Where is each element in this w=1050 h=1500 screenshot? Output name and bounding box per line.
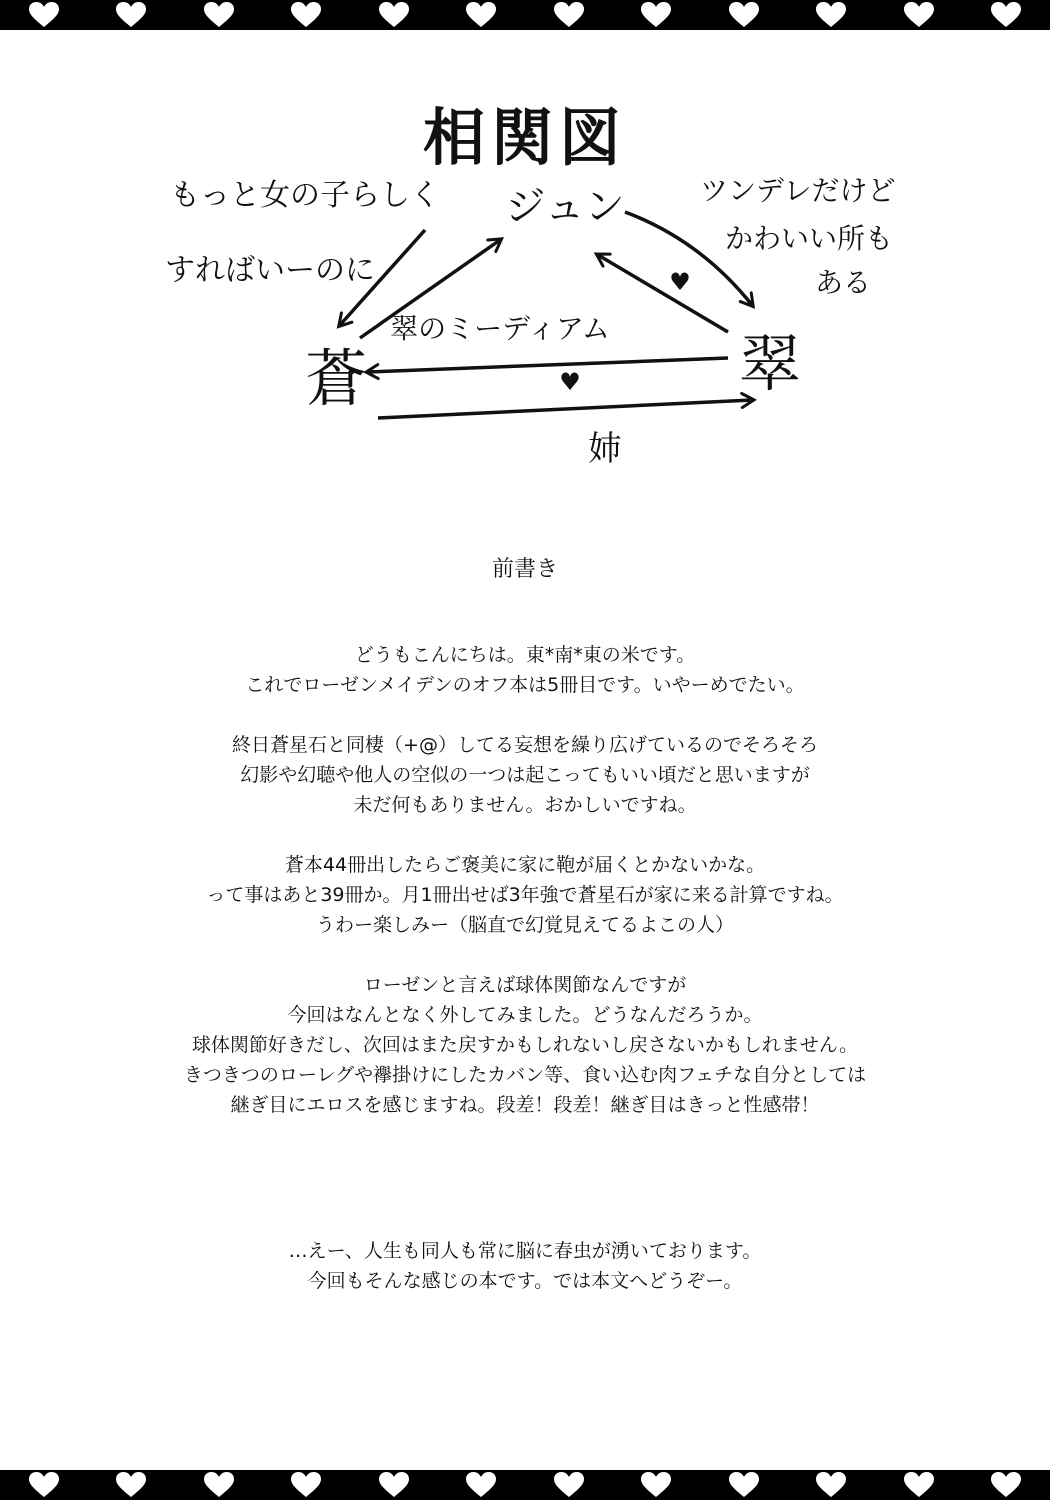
node-jun: ジュン — [505, 184, 625, 230]
section-title: 前書き — [491, 557, 558, 582]
heart-icon — [904, 2, 934, 28]
heart-icon — [204, 1472, 234, 1498]
heart-icon — [641, 2, 671, 28]
heart-icon — [816, 1472, 846, 1498]
text-line: 今回はなんとなく外してみました。どうなんだろうか。 — [287, 1004, 763, 1026]
heart-icon — [116, 2, 146, 28]
text-line: 継ぎ目にエロスを感じますね。段差！段差！継ぎ目はきっと性感帯！ — [230, 1094, 820, 1116]
text-line: うわー楽しみー（脳直で幻覚見えてるよこの人） — [315, 914, 734, 936]
heart-icon — [554, 2, 584, 28]
label-bottom-sister: 姉 — [588, 429, 622, 469]
heart-icon — [466, 1472, 496, 1498]
heart-icon — [729, 1472, 759, 1498]
heart-icon — [379, 1472, 409, 1498]
text-line: きつきつのローレグや襷掛けにしたカバン等、食い込む肉フェチな自分としては — [183, 1064, 867, 1086]
page-title: 相関図 — [422, 101, 627, 174]
heart-icon — [291, 1472, 321, 1498]
heart-icon — [729, 2, 759, 28]
heart-icon: ♥ — [559, 368, 581, 396]
text-line: 終日蒼星石と同棲（+@）してる妄想を繰り広げているのでそろそろ — [232, 734, 818, 756]
label-left-bottom: すればいーのに — [165, 253, 375, 288]
preface-body — [60, 640, 990, 1150]
label-right-mid: かわいい所も — [725, 222, 894, 255]
bottom-heart-border — [0, 1470, 1050, 1500]
heart-icon — [29, 2, 59, 28]
heart-icon — [29, 1472, 59, 1498]
heart-icon — [291, 2, 321, 28]
heart-icon — [116, 1472, 146, 1498]
heart-icon — [379, 2, 409, 28]
heart-icon — [204, 2, 234, 28]
closing-text — [60, 1236, 990, 1296]
text-line: 未だ何もありません。おかしいですね。 — [353, 794, 697, 816]
paragraph — [60, 730, 990, 820]
paragraph — [60, 970, 990, 1120]
text-line: どうもこんにちは。東*南*東の米です。 — [354, 644, 696, 666]
text-line: 今回もそんな感じの本です。では本文へどうぞー。 — [307, 1270, 743, 1292]
label-left-top: もっと女の子らしく — [170, 178, 440, 213]
arrow-sui-to-sou — [368, 358, 728, 372]
heart-icon — [904, 1472, 934, 1498]
heart-icon — [991, 1472, 1021, 1498]
heart-icon — [641, 1472, 671, 1498]
heart-icon — [816, 2, 846, 28]
top-heart-border — [0, 0, 1050, 30]
heart-icon: ♥ — [669, 268, 691, 296]
heart-icon — [991, 2, 1021, 28]
label-right-top: ツンデレだけど — [700, 174, 896, 207]
relationship-diagram — [0, 160, 1050, 490]
text-line: これでローゼンメイデンのオフ本は5冊目です。いやーめでたい。 — [245, 674, 805, 696]
text-line: 球体関節好きだし、次回はまた戻すかもしれないし戻さないかもしれません。 — [191, 1034, 859, 1056]
text-line: 蒼本44冊出したらご褒美に家に鞄が届くとかないかな。 — [284, 854, 766, 876]
text-line: …えー、人生も同人も常に脳に春虫が湧いております。 — [288, 1240, 762, 1262]
text-line: 幻影や幻聴や他人の空似の一つは起こってもいい頃だと思いますが — [240, 764, 810, 786]
arrow-sui-to-jun — [598, 255, 728, 332]
label-right-bottom: ある — [815, 266, 872, 299]
paragraph — [60, 850, 990, 940]
text-line: って事はあと39冊か。月1冊出せば3年強で蒼星石が家に来る計算ですね。 — [206, 884, 844, 906]
text-line: ローゼンと言えば球体関節なんですが — [363, 974, 687, 996]
label-center: 翠のミーディアム — [390, 312, 610, 345]
node-sou: 蒼 — [304, 342, 368, 415]
heart-icon — [554, 1472, 584, 1498]
arrow-sou-to-sui — [378, 400, 752, 418]
paragraph — [60, 640, 990, 700]
node-sui: 翠 — [738, 327, 802, 400]
heart-icon — [466, 2, 496, 28]
